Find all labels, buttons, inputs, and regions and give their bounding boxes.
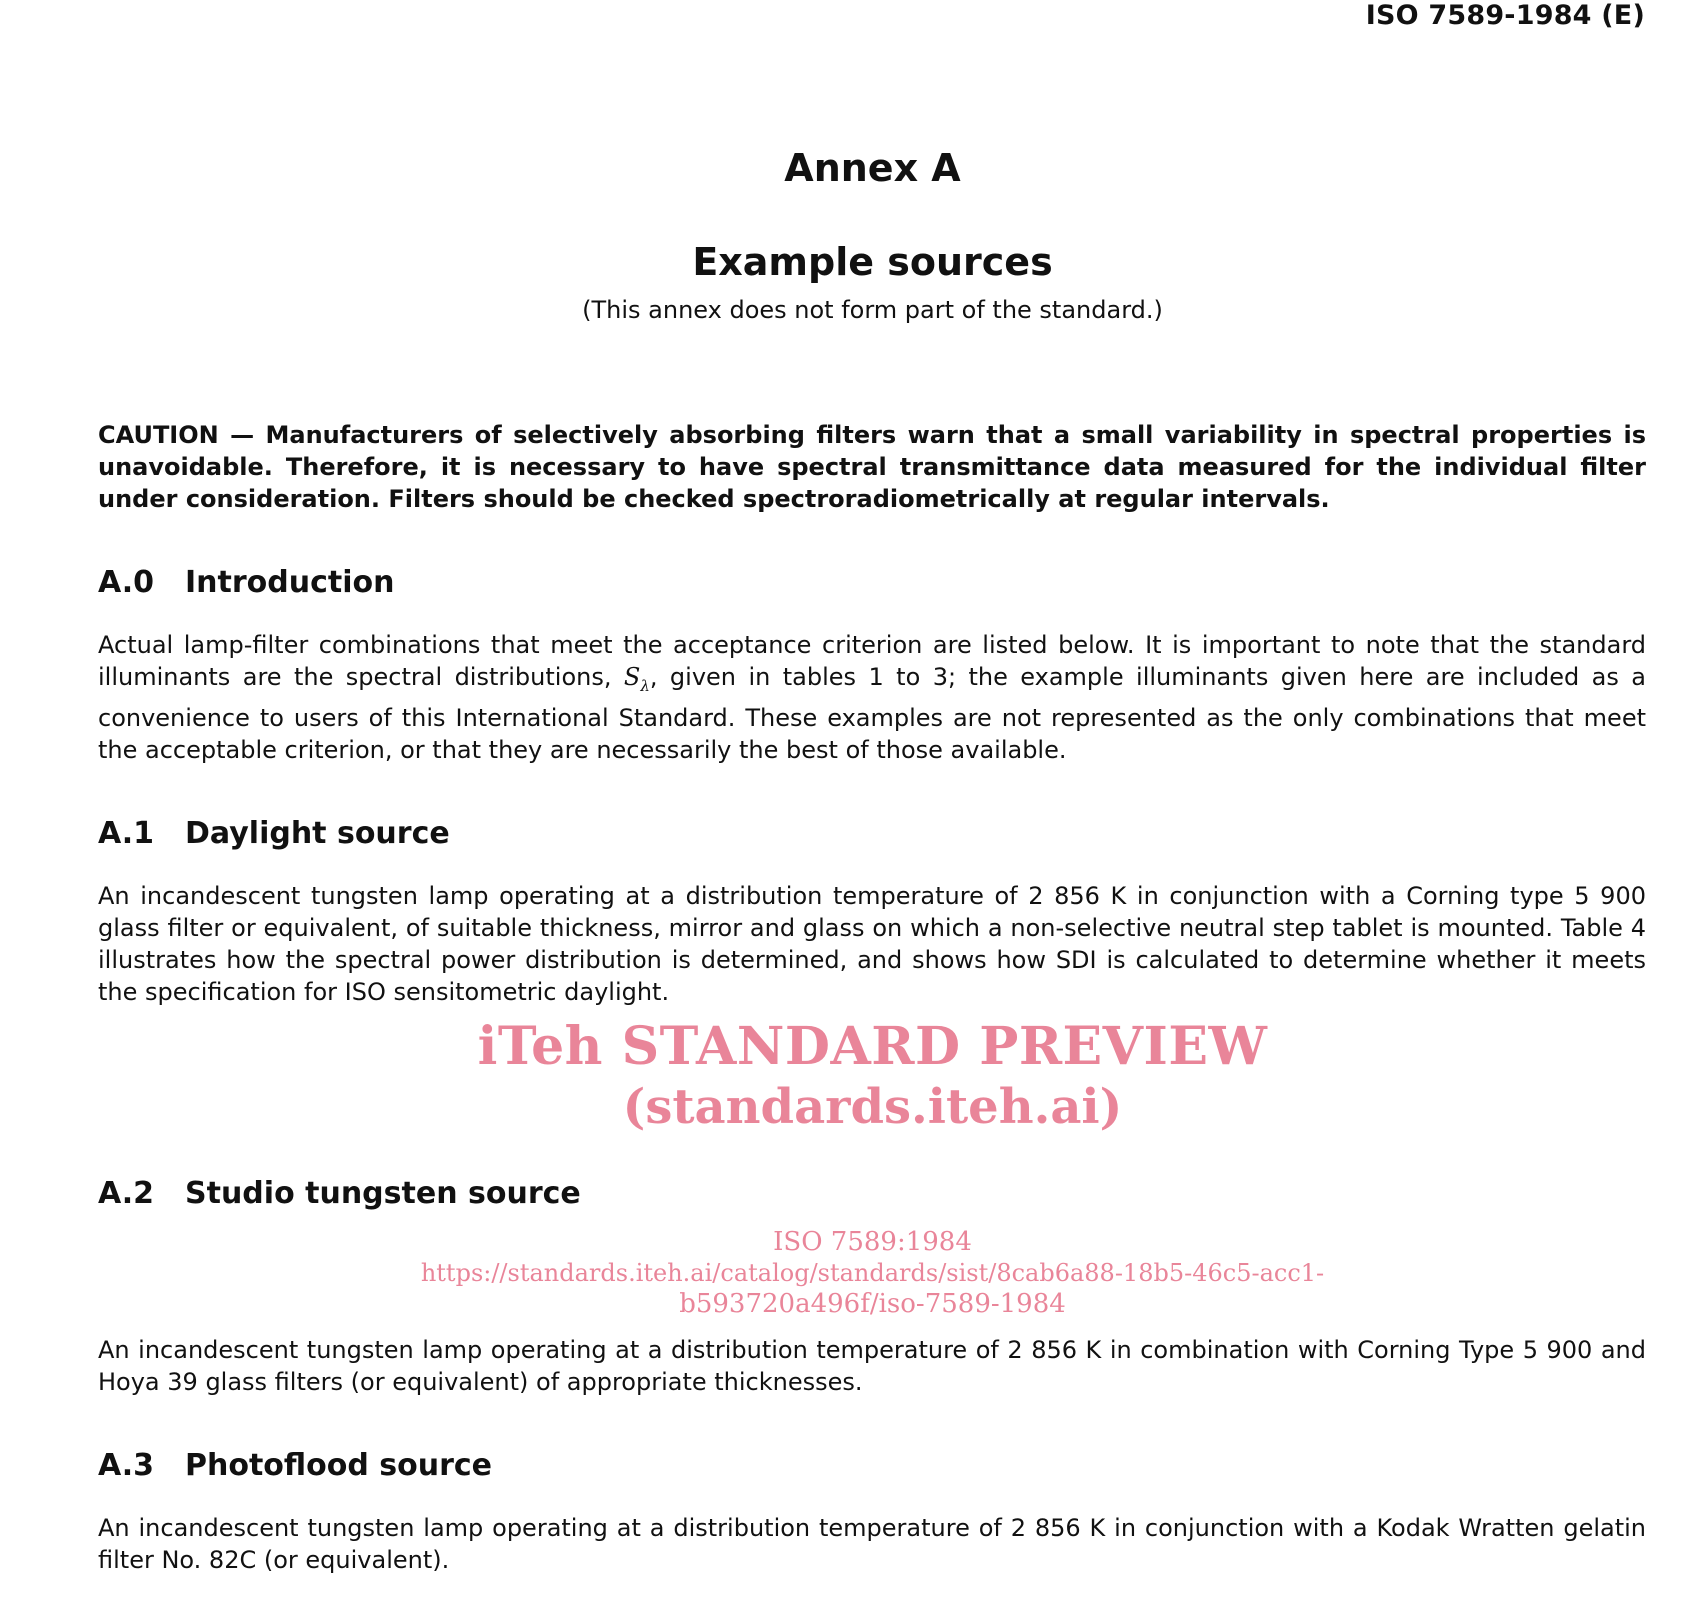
watermark-site: (standards.iteh.ai) xyxy=(622,1078,1123,1135)
section-title: Introduction xyxy=(185,565,395,600)
symbol-subscript: λ xyxy=(640,676,650,695)
spacer xyxy=(0,1398,1694,1448)
annex-title: Annex A xyxy=(784,146,961,190)
watermark-url-line1 xyxy=(0,1258,1694,1288)
paragraph-text: , given in tables 1 to 3; the example illuminants given here are included as a convenience to users of this International Standard. These examples are not represented as the only combinations that meet the acceptable criterion, or that they are necessarily the best of those available. xyxy=(98,663,1646,764)
section-number: A.3 xyxy=(98,1447,155,1483)
catalog-url-link-continued[interactable]: b593720a496f/iso-7589-1984 xyxy=(679,1288,1066,1319)
symbol-letter: S xyxy=(623,663,641,691)
annex-note: (This annex does not form part of the standard.) xyxy=(582,296,1163,324)
watermark-title: iTeh STANDARD PREVIEW xyxy=(477,1015,1268,1077)
section-title: Studio tungsten source xyxy=(185,1175,581,1211)
annex-subtitle: Example sources xyxy=(692,240,1053,284)
section-number: A.2 xyxy=(98,1175,155,1211)
section-heading-a2 xyxy=(98,1176,1694,1212)
section-title: Daylight source xyxy=(185,815,450,851)
section-paragraph-a0 xyxy=(98,629,1646,766)
spectral-symbol xyxy=(623,663,650,695)
spacer xyxy=(0,515,1694,565)
watermark-iso-link xyxy=(0,1226,1694,1258)
section-heading-a3 xyxy=(98,1448,1694,1484)
spacer xyxy=(0,1576,1694,1616)
document-id-header: ISO 7589-1984 (E) xyxy=(1365,0,1645,31)
paragraph-text: Actual lamp-filter combinations that meet the acceptance criterion are listed below. It is important to note that the standard illuminants are the spectral distributions, xyxy=(98,631,1646,691)
watermark-url-line2 xyxy=(0,1288,1694,1320)
section-paragraph-a3: An incandescent tungsten lamp operating at a distribution temperature of 2 856 K in conjunction with a Kodak Wratten gelatin filter No. 82C (or equivalent). xyxy=(98,1513,1646,1574)
caution-paragraph: CAUTION — Manufacturers of selectively absorbing filters warn that a small variability in spectral properties is unavoidable. Therefore, it is necessary to have spectral transmittance data measured for the individual filter under consideration. Filters should be checked spectroradiometrically at regular intervals. xyxy=(98,421,1646,513)
section-heading-a0 xyxy=(98,565,1694,601)
section-number: A.1 xyxy=(98,815,155,851)
iso-link[interactable]: ISO 7589:1984 xyxy=(773,1226,972,1257)
spacer xyxy=(0,766,1694,816)
section-title: Photoflood source xyxy=(185,1447,493,1483)
section-number: A.0 xyxy=(98,565,155,600)
catalog-url-link[interactable]: https://standards.iteh.ai/catalog/standards/sist/8cab6a88-18b5-46c5-acc1- xyxy=(420,1258,1325,1287)
spacer xyxy=(0,1136,1694,1176)
section-heading-a1 xyxy=(98,816,1694,852)
section-paragraph-a1: An incandescent tungsten lamp operating at a distribution temperature of 2 856 K in conjunction with a Corning type 5 900 glass filter or equivalent, of suitable thickness, mirror and glass on which a non-selective neutral step tablet is mounted. Table 4 illustrates how the spectral power distribution is determined, and shows how SDI is calculated to determine whether it meets the specification for ISO sensitometric daylight. xyxy=(98,881,1646,1006)
section-paragraph-a2: An incandescent tungsten lamp operating at a distribution temperature of 2 856 K in combination with Corning Type 5 900 and Hoya 39 glass filters (or equivalent) of appropriate thicknesses. xyxy=(98,1335,1646,1396)
